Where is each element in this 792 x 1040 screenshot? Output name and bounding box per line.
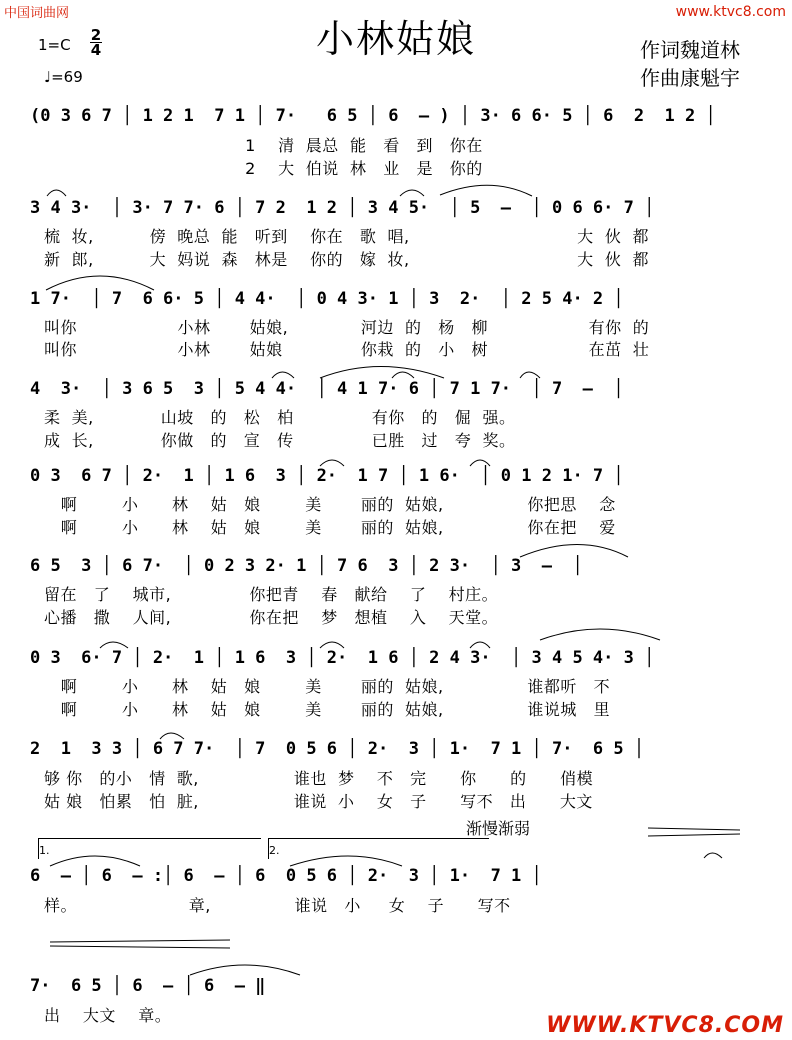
system-1-lyric-verse-1: 1 清 晨总 能 看 到 你在 bbox=[44, 136, 483, 155]
system-9-lyric-verse-1: 样。 章, 谁说 小 女 子 写不 bbox=[44, 896, 511, 915]
slur-arc bbox=[520, 372, 540, 378]
tie-arc bbox=[46, 276, 154, 290]
decrescendo-line bbox=[50, 946, 230, 948]
tempo-value: =69 bbox=[51, 68, 83, 86]
slur-arc bbox=[272, 372, 294, 378]
time-signature-top: 2 bbox=[90, 26, 102, 44]
site-name: 中国词曲网 bbox=[4, 6, 70, 21]
slur-arc bbox=[160, 733, 184, 739]
system-6-notes: 6 5 3 │ 6 7· │ 0 2 3 2· 1 │ 7 6 3 │ 2 3· │ 3 – │ bbox=[30, 556, 583, 576]
system-4-lyric-verse-1: 柔 美, 山坡 的 松 柏 有你 的 倔 强。 bbox=[44, 408, 516, 427]
watermark-logo: WWW.KTVC8.COM bbox=[546, 1013, 784, 1038]
system-7-lyric-verse-1: 啊 小 林 姑 娘 美 丽的 姑娘, 谁都听 不 bbox=[44, 677, 611, 696]
system-10-notes: 7· 6 5 │ 6 – │ 6 – ‖ bbox=[30, 976, 266, 996]
slur-arc bbox=[392, 372, 414, 378]
key-signature: 1=C bbox=[38, 36, 71, 54]
system-2-lyric-verse-2: 新 郎, 大 妈说 森 林是 你的 嫁 妆, 大 伙 都 bbox=[44, 250, 650, 269]
slur-arc bbox=[704, 853, 722, 858]
system-3-notes: 1 7· │ 7 6 6· 5 │ 4 4· │ 0 4 3· 1 │ 3 2· │ 2 5 4· 2 │ bbox=[30, 289, 624, 309]
system-5-notes: 0 3 6 7 │ 2· 1 │ 1 6 3 │ 2· 1 7 │ 1 6· │ 0 1 2 1· 7 │ bbox=[30, 466, 624, 486]
composer-credit: 作曲康魁宇 bbox=[640, 66, 740, 90]
system-1-notes: (0 3 6 7 │ 1 2 1 7 1 │ 7· 6 5 │ 6 – ) │ 3· 6 6· 5 │ 6 2 1 2 │ bbox=[30, 106, 716, 126]
tie-arc bbox=[320, 367, 444, 379]
system-8-lyric-verse-2: 姑 娘 怕累 怕 脏, 谁说 小 女 子 写不 出 大文 bbox=[44, 792, 593, 811]
lyricist-credit: 作词魏道林 bbox=[640, 38, 740, 62]
decrescendo-line bbox=[648, 834, 740, 836]
system-1-lyric-verse-2: 2 大 伯说 林 业 是 你的 bbox=[44, 159, 483, 178]
system-5-lyric-verse-2: 啊 小 林 姑 娘 美 丽的 姑娘, 你在把 爱 bbox=[44, 518, 616, 537]
decrescendo-line bbox=[50, 940, 230, 942]
slur-arc bbox=[470, 460, 490, 466]
first-ending-number: 1. bbox=[39, 844, 50, 857]
second-ending-number: 2. bbox=[269, 844, 280, 857]
slur-arc bbox=[47, 190, 66, 196]
system-4-notes: 4 3· │ 3 6 5 3 │ 5 4 4· │ 4 1 7· 6 │ 7 1 7· │ 7 – │ bbox=[30, 379, 624, 399]
system-8-notes: 2 1 3 3 │ 6 7 7· │ 7 0 5 6 │ 2· 3 │ 1· 7 1 │ 7· 6 5 │ bbox=[30, 739, 645, 759]
tie-arc bbox=[440, 185, 532, 196]
slur-arc bbox=[470, 642, 490, 648]
system-9-notes: 6 – │ 6 – :│ 6 – │ 6 0 5 6 │ 2· 3 │ 1· 7 1 │ bbox=[30, 866, 542, 886]
decrescendo-line bbox=[648, 828, 740, 830]
time-signature-bottom: 4 bbox=[90, 41, 102, 59]
slur-arc bbox=[100, 642, 128, 648]
system-6-lyric-verse-1: 留在 了 城市, 你把青 春 献给 了 村庄。 bbox=[44, 585, 499, 604]
system-4-lyric-verse-2: 成 长, 你做 的 宣 传 已胜 过 夸 奖。 bbox=[44, 431, 516, 450]
system-3-lyric-verse-1: 叫你 小林 姑娘, 河边 的 杨 柳 有你 的 bbox=[44, 318, 650, 337]
system-7-lyric-verse-2: 啊 小 林 姑 娘 美 丽的 姑娘, 谁说城 里 bbox=[44, 700, 611, 719]
site-url[interactable]: www.ktvc8.com bbox=[675, 4, 786, 20]
slur-arc bbox=[320, 460, 344, 466]
tie-arc bbox=[290, 856, 402, 866]
system-2-lyric-verse-1: 梳 妆, 傍 晚总 能 听到 你在 歌 唱, 大 伙 都 bbox=[44, 227, 650, 246]
system-7-notes: 0 3 6· 7 │ 2· 1 │ 1 6 3 │ 2· 1 6 │ 2 4 3· │ 3 4 5 4· 3 │ bbox=[30, 648, 655, 668]
expression-marking: 渐慢渐弱 bbox=[466, 819, 531, 838]
tie-arc bbox=[540, 629, 660, 640]
tie-arc bbox=[50, 856, 140, 866]
system-10-lyric-verse-1: 出 大文 章。 bbox=[44, 1006, 172, 1025]
system-2-notes: 3 4 3· │ 3· 7 7· 6 │ 7 2 1 2 │ 3 4 5· │ 5 – │ 0 6 6· 7 │ bbox=[30, 198, 655, 218]
slur-arc bbox=[320, 642, 344, 648]
song-title: 小林姑娘 bbox=[315, 17, 476, 61]
system-6-lyric-verse-2: 心播 撒 人间, 你在把 梦 想植 入 天堂。 bbox=[44, 608, 499, 627]
system-8-lyric-verse-1: 够 你 的小 情 歌, 谁也 梦 不 完 你 的 俏模 bbox=[44, 769, 594, 788]
tie-arc bbox=[190, 965, 300, 975]
system-5-lyric-verse-1: 啊 小 林 姑 娘 美 丽的 姑娘, 你把思 念 bbox=[44, 495, 616, 514]
system-3-lyric-verse-2: 叫你 小林 姑娘 你栽 的 小 树 在茁 壮 bbox=[44, 340, 650, 359]
slur-arc bbox=[400, 190, 424, 196]
quarter-note-icon: ♩ bbox=[44, 68, 52, 86]
tie-arc bbox=[520, 545, 628, 558]
